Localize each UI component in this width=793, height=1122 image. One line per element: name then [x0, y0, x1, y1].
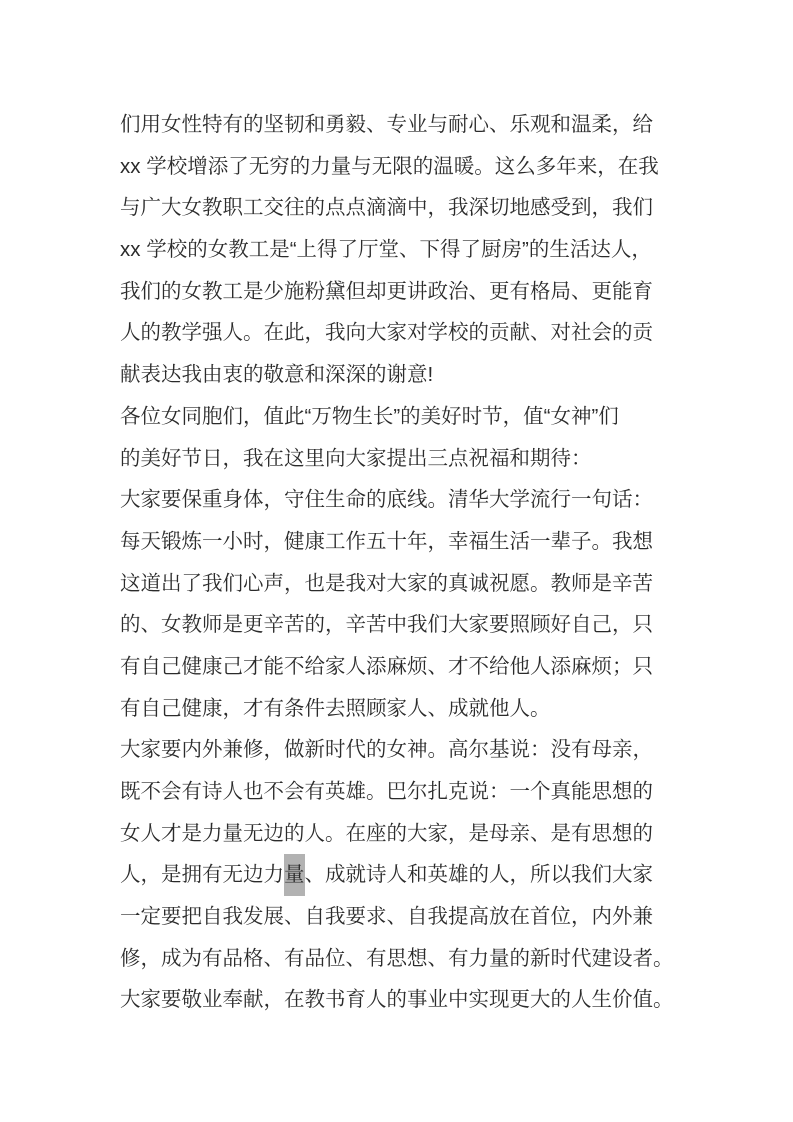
text-run: 们用女性特有的坚韧和勇毅、专业与耐心、乐观和温柔，给 [120, 113, 653, 136]
text-run: xx 学校增添了无穷的力量与无限的温暖。这么多年来，在我 [120, 154, 659, 178]
text-run: 献表达我由衷的敬意和深深的谢意! [120, 363, 434, 387]
text-run: xx 学校的女教工是“上得了厅堂、下得了厨房”的生活达人， [120, 238, 652, 262]
text-line [120, 938, 686, 980]
text-run: 有自己健康己才能不给家人添麻烦、才不给他人添麻烦；只 [120, 654, 653, 678]
text-run: 的美好节日，我在这里向大家提出三点祝福和期待： [120, 446, 592, 470]
text-run: 、成就诗人和英雄的人，所以我们大家 [304, 863, 653, 887]
text-line [120, 896, 686, 938]
text-run: 有自己健康，才有条件去照顾家人、成就他人。 [120, 696, 551, 720]
text-line [120, 187, 686, 229]
text-run: 人，是拥有无边力 [120, 863, 284, 887]
text-line [120, 438, 686, 480]
text-run: 修，成为有品格、有品位、有思想、有力量的新时代建设者。 [120, 946, 674, 970]
document-body [120, 104, 686, 1021]
text-line [120, 271, 686, 313]
text-run: 既不会有诗人也不会有英雄。巴尔扎克说：一个真能思想的 [120, 780, 653, 803]
text-line [120, 771, 686, 813]
text-run: 我们的女教工是少施粉黛但却更讲政治、更有格局、更能育 [120, 279, 653, 303]
text-run: 与广大女教职工交往的点点滴滴中，我深切地感受到，我们 [120, 196, 653, 220]
text-line [120, 396, 686, 438]
text-line [120, 229, 686, 271]
text-line [120, 563, 686, 605]
text-run: 大家要敬业奉献，在教书育人的事业中实现更大的人生价值。 [120, 988, 674, 1012]
text-line [120, 521, 686, 563]
text-run: 各位女同胞们，值此“万物生长”的美好时节，值“女神”们 [120, 404, 619, 428]
text-run: 这道出了我们心声，也是我对大家的真诚祝愿。教师是辛苦 [120, 571, 653, 595]
text-line [120, 646, 686, 688]
text-line [120, 312, 686, 354]
text-run: 每天锻炼一小时，健康工作五十年，幸福生活一辈子。我想 [120, 529, 653, 553]
text-run: 一定要把自我发展、自我要求、自我提高放在首位，内外兼 [120, 905, 653, 929]
text-run: 的、女教师是更辛苦的，辛苦中我们大家要照顾好自己，只 [120, 613, 653, 637]
text-line [120, 979, 686, 1021]
text-line [120, 813, 686, 855]
text-line [120, 729, 686, 771]
highlighted-character: 量 [284, 854, 305, 896]
text-line [120, 354, 686, 396]
text-line [120, 854, 686, 896]
text-line [120, 688, 686, 730]
text-line [120, 104, 686, 146]
text-line [120, 479, 686, 521]
text-run: 人的教学强人。在此，我向大家对学校的贡献、对社会的贡 [120, 321, 653, 345]
text-line [120, 604, 686, 646]
text-run: 大家要内外兼修，做新时代的女神。高尔基说：没有母亲， [120, 738, 653, 762]
text-run: 大家要保重身体，守住生命的底线。清华大学流行一句话： [120, 488, 653, 512]
text-line [120, 146, 686, 188]
text-run: 女人才是力量无边的人。在座的大家，是母亲、是有思想的 [120, 821, 653, 845]
